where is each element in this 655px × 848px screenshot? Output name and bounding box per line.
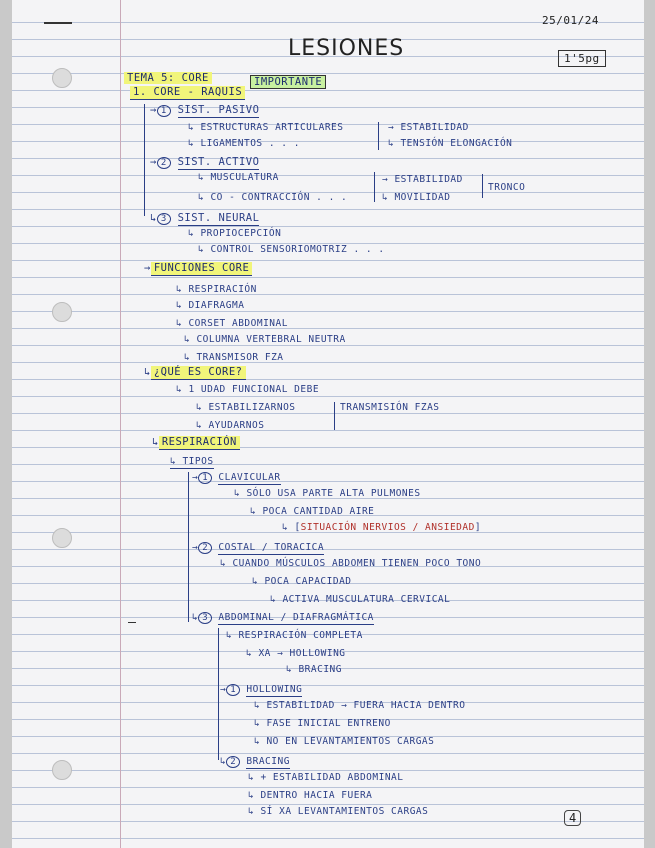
activo-r2: ↳ MOVILIDAD (382, 192, 451, 203)
costal-c: ↳ ACTIVA MUSCULATURA CERVICAL (270, 594, 451, 605)
margin-line (120, 0, 121, 848)
tree-line (144, 104, 145, 216)
page-title: LESIONES (288, 36, 405, 61)
sist-activo: → 2 SIST. ACTIVO (150, 156, 260, 168)
que-es-core-heading: ↳ ¿QUÉ ES CORE? (144, 366, 246, 378)
tipo-clavicular: → 1 CLAVICULAR (192, 472, 281, 483)
respiracion-heading: ↳ RESPIRACIÓN (152, 436, 240, 448)
activo-b: ↳ CO - CONTRACCIÓN . . . (198, 192, 348, 203)
brace (378, 122, 379, 150)
punch-hole (52, 68, 72, 88)
funciones-heading: → FUNCIONES CORE (144, 262, 252, 274)
tipo-abdominal: ↳ 3 ABDOMINAL / DIAFRAGMÁTICA (192, 612, 374, 623)
funcion-item: ↳ CORSET ABDOMINAL (176, 318, 288, 329)
que-b: ↳ ESTABILIZARNOS (196, 402, 296, 413)
abdominal-a: ↳ RESPIRACIÓN COMPLETA (226, 630, 363, 641)
abdominal-c: ↳ BRACING (286, 664, 342, 675)
punch-hole (52, 760, 72, 780)
hollowing-c: ↳ NO EN LEVANTAMIENTOS CARGAS (254, 736, 435, 747)
important-badge: IMPORTANTE (250, 76, 326, 88)
tema-label: TEMA 5: CORE (124, 72, 212, 84)
sist-pasivo: → 1 SIST. PASIVO (150, 104, 260, 116)
abdominal-b: ↳ XA → HOLLOWING (246, 648, 346, 659)
punch-hole (52, 302, 72, 322)
tree-line (218, 628, 219, 760)
clavicular-c: ↳ [SITUACIÓN NERVIOS / ANSIEDAD] (282, 522, 482, 533)
hollowing-a: ↳ ESTABILIDAD → FUERA HACIA DENTRO (254, 700, 466, 711)
funcion-item: ↳ DIAFRAGMA (176, 300, 245, 311)
sist-neural: ↳ 3 SIST. NEURAL (150, 212, 260, 224)
que-b2: TRANSMISIÓN FZAS (340, 402, 440, 413)
funcion-item: ↳ COLUMNA VERTEBRAL NEUTRA (184, 334, 346, 345)
bracing-b: ↳ DENTRO HACIA FUERA (248, 790, 373, 801)
punch-hole (52, 528, 72, 548)
activo-a: ↳ MUSCULATURA (198, 172, 279, 183)
brace (482, 174, 483, 198)
brace (374, 172, 375, 202)
funcion-item: ↳ RESPIRACIÓN (176, 284, 257, 295)
brace (334, 402, 335, 430)
clavicular-a: ↳ SÓLO USA PARTE ALTA PULMONES (234, 488, 421, 499)
activo-r3: TRONCO (488, 182, 526, 193)
pasivo-b: ↳ LIGAMENTOS . . . (188, 138, 300, 149)
neural-a: ↳ PROPIOCEPCIÓN (188, 228, 282, 239)
margin-dash (44, 22, 72, 24)
tree-line (188, 472, 189, 622)
pasivo-r1: → ESTABILIDAD (388, 122, 469, 133)
hollowing-b: ↳ FASE INICIAL ENTRENO (254, 718, 391, 729)
notebook-page (12, 0, 644, 848)
funcion-item: ↳ TRANSMISOR FZA (184, 352, 284, 363)
tipo-costal: → 2 COSTAL / TORACICA (192, 542, 325, 553)
activo-r1: → ESTABILIDAD (382, 174, 463, 185)
costal-a: ↳ CUANDO MÚSCULOS ABDOMEN TIENEN POCO TONO (220, 558, 482, 569)
neural-b: ↳ CONTROL SENSORIOMOTRIZ . . . (198, 244, 385, 255)
margin-tick (128, 622, 136, 623)
clavicular-b: ↳ POCA CANTIDAD AIRE (250, 506, 375, 517)
que-a: ↳ 1 UDAD FUNCIONAL DEBE (176, 384, 320, 395)
pasivo-a: ↳ ESTRUCTURAS ARTICULARES (188, 122, 344, 133)
tipos-label: ↳ TIPOS (170, 456, 214, 467)
bracing-a: ↳ + ESTABILIDAD ABDOMINAL (248, 772, 404, 783)
section-core-raquis: 1. CORE - RAQUIS (130, 86, 245, 98)
date: 25/01/24 (542, 14, 599, 27)
hollowing-heading: → 1 HOLLOWING (220, 684, 303, 695)
bracing-c: ↳ SÍ XA LEVANTAMIENTOS CARGAS (248, 806, 429, 817)
page-tag: 1'5pg (558, 50, 606, 67)
que-c: ↳ AYUDARNOS (196, 420, 265, 431)
costal-b: ↳ POCA CAPACIDAD (252, 576, 352, 587)
page-number: 4 (564, 810, 581, 826)
bracing-heading: ↳ 2 BRACING (220, 756, 290, 767)
pasivo-r2: ↳ TENSIÓN ELONGACIÓN (388, 138, 513, 149)
